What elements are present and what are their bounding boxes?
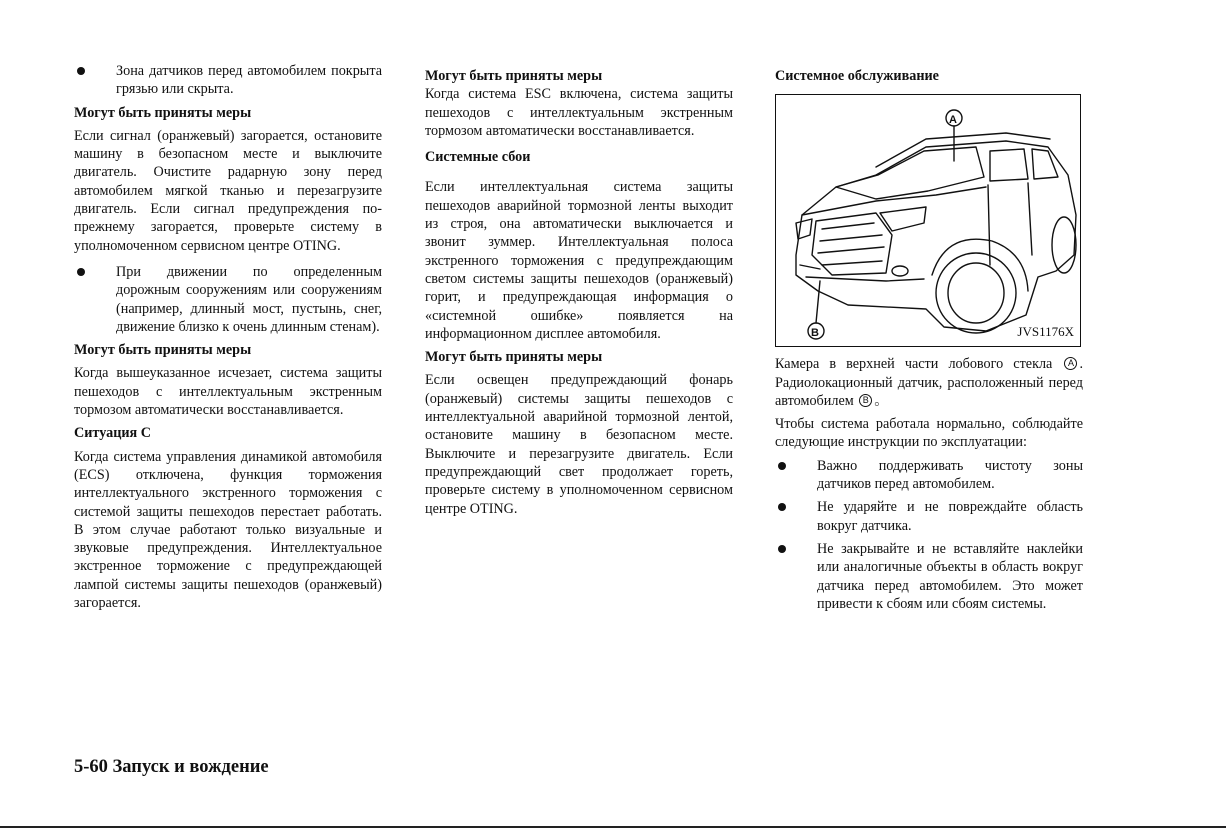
callout-b-label: B [811,327,819,340]
bullet-item: Не ударяйте и не повреждайте область вокруг датчика. [775,498,1083,535]
caption-a-text: Камера в верхней части лобового стекла [775,356,1053,373]
callout-a-marker: A [1064,357,1077,370]
callout-b-marker: B [859,394,872,407]
paragraph: Если сигнал (оранжевый) загорается, остановите машину в безопасном месте и выключите двигатель. Очистите радарную зону перед автомобилем мягкой тканью и перезагрузите двигатель. Если сигнал предупреждения по-прежнему загорается, проверьте систему в уполномоченном сервисном центре OTING. [74,127,382,254]
paragraph: Когда вышеуказанное исчезает, система защиты пешеходов с интеллектуальным экстренным тормозом автоматически восстанавливается. [74,365,382,419]
paragraph: Если интеллектуальная система защиты пешеходов аварийной тормозной ленты выходит из строя, она автоматически выключается и звонит зуммер. Интеллектуальная полоса экстренного торможения с предупреждающим светом системы защиты пешеходов (оранжевый) горит, и предупреждающая информация о «системной ошибке» появляется на информационном дисплее автомобиля. [425,179,733,342]
bullet-item: Не закрывайте и не вставляйте наклейки или аналогичные объекты в область вокруг датчика перед автомобилем. Это может привести к сбоям или сбоям системы. [775,540,1083,613]
bullet-item: Важно поддерживать чистоту зоны датчиков перед автомобилем. [775,457,1083,494]
paragraph: Когда система управления динамикой автомобиля (ECS) отключена, функция торможения интеллектуального экстренного торможения с системой защиты пешеходов перестает работать. В этом случае работают только визуальные и звуковые предупреждения. Интеллектуальное экстренное торможение с предупреждающей лампой системы защиты пешеходов (оранжевый) загорается. [74,448,382,612]
bottom-rule [0,826,1226,828]
column-left [74,62,382,612]
section-heading: Могут быть приняты меры [425,68,603,84]
column-middle [425,62,733,518]
section-heading: Могут быть приняты меры [74,104,252,121]
section-heading: Могут быть приняты меры [74,342,252,359]
paragraph: Если освещен предупреждающий фонарь (оранжевый) системы защиты пешеходов с интеллектуальной аварийной тормозной лентой, остановите машину в безопасном месте. Выключите и перезагрузите двигатель. Если предупреждающий свет продолжает гореть, проверьте систему в уполномоченном сервисном центре OTING. [425,372,733,517]
callout-a-label: A [949,114,957,127]
caption-b-text: Радиолокационный датчик, расположенный перед автомобилем [775,374,1083,409]
vehicle-figure [775,94,1081,347]
figure-code: JVS1176X [1017,324,1074,339]
bullet-item: Зона датчиков перед автомобилем покрыта грязью или скрыта. [74,62,382,99]
paragraph: Чтобы система работала нормально, соблюдайте следующие инструкции по эксплуатации: [775,416,1083,451]
bullet-item: При движении по определенным дорожным сооружениям или сооружениям (например, длинный мост, пустынь, снег, движение близко к очень длинным стенам). [74,263,382,336]
section-heading: Системные сбои [425,149,531,166]
figure-caption [775,355,1083,410]
caption-b-end: 。 [874,392,889,409]
column-right [775,62,1083,613]
section-heading: Системное обслуживание [775,68,939,84]
caption-a-end: . [1079,356,1083,373]
section-heading: Ситуация C [74,425,152,442]
paragraph: Когда система ESC включена, система защиты пешеходов с интеллектуальным экстренным тормозом автоматически восстанавливается. [425,86,733,139]
page-footer: 5-60 Запуск и вождение [74,757,269,777]
section-heading: Могут быть приняты меры [425,349,603,366]
suv-illustration [776,95,1080,346]
